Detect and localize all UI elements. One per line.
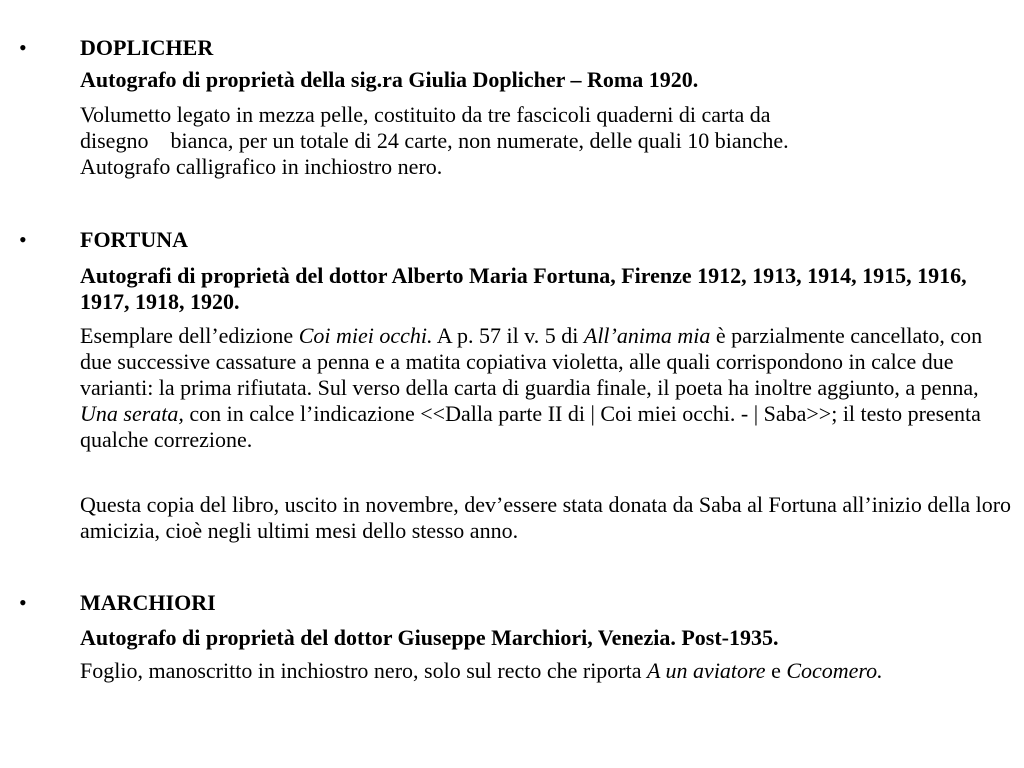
entry-description [80, 658, 1016, 684]
italic-title: A un aviatore [647, 658, 766, 683]
desc-line-2a: disegno [80, 128, 149, 153]
entry-owner: Autografo di proprietà del dottor Giuseppe Marchiori, Venezia. Post-1935. [80, 625, 779, 650]
entry-heading: DOPLICHER [80, 35, 214, 60]
entry-owner: Autografo di proprietà della sig.ra Giulia Doplicher – Roma 1920. [80, 67, 699, 92]
entry-heading: FORTUNA [80, 227, 189, 252]
desc-text: Foglio, manoscritto in inchiostro nero, solo sul recto che riporta [80, 658, 648, 683]
desc-text: con in calce l’indicazione <<Dalla parte II di | Coi miei occhi. - | Saba>>; il testo presenta qualche correzione. [80, 401, 981, 452]
desc-line-2b: bianca, per un totale di 24 carte, non numerate, delle quali 10 bianche. [170, 128, 789, 153]
entry-description [80, 323, 1016, 453]
desc-line-1: Volumetto legato in mezza pelle, costituito da tre fascicoli quaderni di carta da [80, 102, 771, 127]
entry-description [80, 102, 1016, 180]
entry-owner: Autografi di proprietà del dottor Alberto Maria Fortuna, Firenze 1912, 1913, 1914, 1915, 1916, 1917, 1918, 1920. [80, 263, 967, 314]
desc-text: A p. 57 il v. 5 di [432, 323, 584, 348]
italic-title: Una serata, [80, 401, 184, 426]
italic-title: Cocomero. [786, 658, 883, 683]
desc-line-3: Autografo calligrafico in inchiostro nero. [80, 154, 443, 179]
italic-title: Coi miei occhi. [298, 323, 433, 348]
entry-heading: MARCHIORI [80, 590, 216, 615]
entry-note: Questa copia del libro, uscito in novembre, dev’essere stata donata da Saba al Fortuna all’inizio della loro amicizia, cioè negli ultimi mesi dello stesso anno. [80, 492, 1012, 543]
desc-text: e [765, 658, 787, 683]
italic-title: All’anima mia [583, 323, 711, 348]
bullet: • [19, 227, 27, 252]
bullet: • [19, 590, 27, 615]
desc-text: Esemplare dell’edizione [80, 323, 299, 348]
bullet: • [19, 35, 27, 60]
desc-text: è parzialmente cancellato, con due successive cassature a penna e a matita copiativa violetta, alle quali corrispondono in calce due varianti: la prima rifiutata. Sul verso della carta di guardia finale, il poeta ha inoltre aggiunto, a penna, [80, 323, 983, 400]
